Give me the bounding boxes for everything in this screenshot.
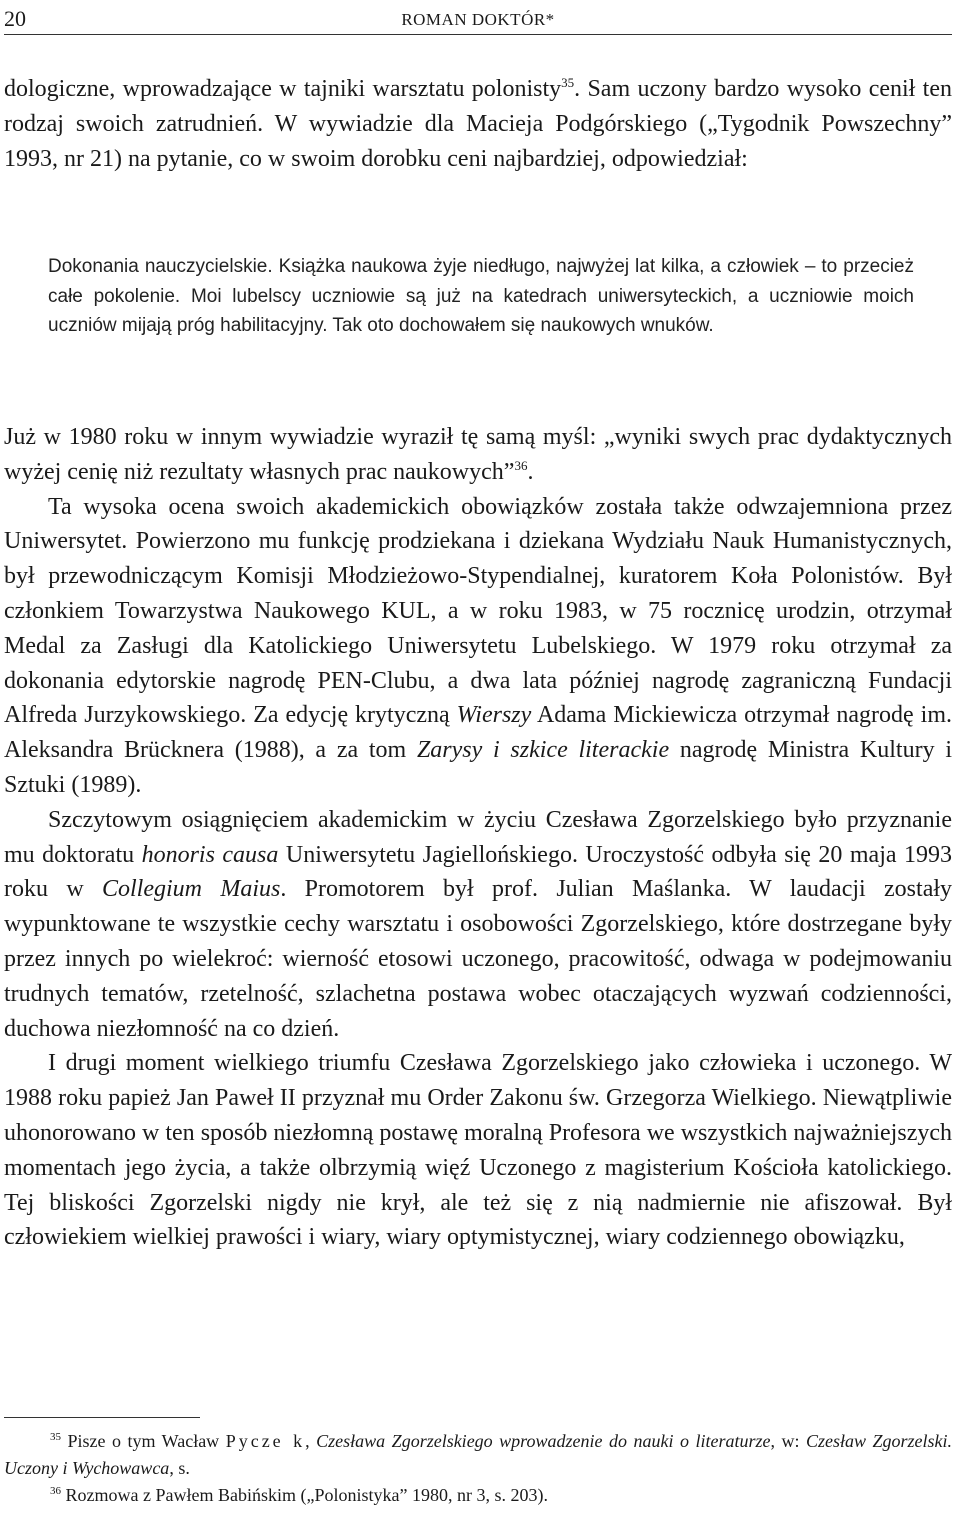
footnote-35-c: , w: [770, 1431, 806, 1451]
para2-text-after: . [527, 458, 534, 485]
page-number: 20 [4, 6, 26, 31]
para3-b: Adama Mickiewicza otrzymał nagrodę im. Aleksandra Brücknera (1988), a za tom [4, 702, 952, 764]
running-head: ROMAN DOKTÓR* [401, 10, 555, 29]
para4-c: . Promotorem był prof. Julian Maślanka. W laudacji zostały wypunktowane te wszystkie cechy warsztatu i osobowości Zgorzelskiego, które dostrzegane były przez innych po wielekroć: wierność etosowi uczonego, pracowitość, odwaga w podejmowaniu trudnych tematów, rzetelność, szlachetna postawa wobec otaczających wyzwań codzienności, duchowa niezłomność na co dzień. [4, 876, 953, 1042]
book-title-zarysy: Zarysy i szkice literackie [416, 737, 670, 764]
para1-text-after: . Sam uczony bardzo wysoko cenił ten rodzaj swoich zatrudnień. W wywiadzie dla Macieja Podgórskiego („Tygodnik Powszechny” 1993, nr 21) na pytanie, co w swoim dorobku ceni najbardziej, odpowiedział: [4, 76, 952, 172]
paragraph-doctorate [4, 803, 952, 1047]
para3-a: Ta wysoka ocena swoich akademickich obowiązków została także odwzajemniona przez Uniwersytet. Powierzono mu funkcję prodziekana i dziekana Wydziału Nauk Humanistycznych, był przewodniczącym Komisji Młodzieżowo-Stypendialnej, kuratorem Koła Polonistów. Był członkiem Towarzystwa Naukowego KUL, a w roku 1983, w 75 rocznicę urodzin, otrzymał Medal za Zasługi dla Katolickiego Uniwersytetu Lubelskiego. W 1979 roku otrzymał za dokonania edytorskie nagrodę PEN-Clubu, a dwa lata później nagrodę zagraniczną Fundacji Alfreda Jurzykowskiego. Za edycję krytyczną [4, 493, 952, 729]
para4-b: Uniwersytetu Jagiellońskiego. Uroczystość odbyła się 20 maja 1993 roku w [4, 841, 952, 903]
footnote-35-b: , [305, 1431, 317, 1451]
footnote-35 [4, 1428, 952, 1482]
term-honoris-causa: honoris causa [141, 841, 279, 868]
footnote-ref-36[interactable]: 36 [514, 457, 528, 473]
para1-text: dologiczne, wprowadzające w tajniki warsztatu polonisty [4, 76, 562, 102]
block-quote: Dokonania nauczycielskie. Książka naukowa żyje niedługo, najwyżej lat kilka, a człowiek – to przecież całe pokolenie. Moi lubelscy uczniowie są już na katedrach uniwersyteckich, a uczniowie moich uczniów mijają próg habilitacyjny. Tak oto dochowałem się naukowych wnuków. [48, 256, 914, 336]
footnote-separator [4, 1417, 200, 1418]
para3-c: nagrodę Ministra Kultury i Sztuki (1989). [4, 737, 952, 798]
footnote-35-title: Czesława Zgorzelskiego wprowadzenie do nauki o literaturze [316, 1431, 771, 1451]
footnote-35-author: Pycze k [225, 1431, 306, 1451]
paragraph-awards [4, 490, 952, 803]
footnote-35-title2: Czesław Zgorzelski. Uczony i Wychowawca [4, 1431, 953, 1478]
book-title-wierszy: Wierszy [456, 702, 532, 729]
footnotes [4, 1428, 952, 1509]
paragraph-order: I drugi moment wielkiego triumfu Czesława Zgorzelskiego jako człowieka i uczonego. W 1988 roku papież Jan Paweł II przyznał mu Order Zakonu św. Grzegorza Wielkiego. Niewątpliwie uhonorowano w ten sposób niezłomną postawę moralną Profesora we wszystkich najważniejszych momentach jego życia, a także olbrzymią więź Uczonego z magisterium Kościoła katolickiego. Tej bliskości Zgorzelski nigdy nie krył, ale też się z nią nadmiernie nie afiszował. Był człowiekiem wielkiej prawości i wiary, wiary optymistycznej, wiary codziennego obowiązku, [4, 1050, 952, 1251]
opening-paragraph [4, 72, 952, 176]
footnote-35-d: , s. [169, 1458, 190, 1478]
main-text [4, 420, 952, 1255]
page-header [4, 4, 952, 35]
place-collegium-maius: Collegium Maius [102, 876, 281, 903]
footnote-35-number: 35 [50, 1431, 61, 1443]
footnote-36-text: Rozmowa z Pawłem Babińskim („Polonistyka” 1980, nr 3, s. 203). [65, 1485, 548, 1505]
footnote-35-a: Pisze o tym Wacław [67, 1431, 226, 1451]
footnote-36 [4, 1482, 952, 1509]
footnote-36-number: 36 [50, 1485, 61, 1497]
footnote-ref-35[interactable]: 35 [561, 75, 575, 90]
para2-text: Już w 1980 roku w innym wywiadzie wyraził tę samą myśl: „wyniki swych prac dydaktycznych wyżej cenię niż rezultaty własnych prac naukowych” [4, 424, 952, 485]
para4-a: Szczytowym osiągnięciem akademickim w życiu Czesława Zgorzelskiego było przyznanie mu doktoratu [4, 806, 952, 868]
